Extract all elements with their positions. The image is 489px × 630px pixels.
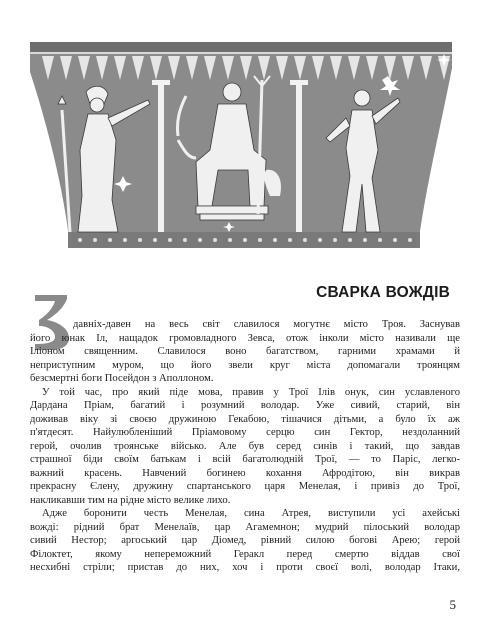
text-line: давніх-давен на весь світ славилося могутнє місто Троя. Заснував (73, 319, 460, 330)
text-line: доживав віку зі своєю дружиною Гекабою, тішачися дітьми, а було їх аж (30, 413, 460, 425)
text-line: Дардана Пріам, багатий і розумний володар. Уже сивий, старий, він (30, 400, 460, 411)
text-line: герой, очолив троянське військо. Але був серед синів і такий, що завдав (30, 440, 460, 452)
chapter-heading: СВАРКА ВОЖДІВ (316, 284, 450, 301)
meander-border-top (30, 42, 452, 52)
body-text (30, 318, 460, 575)
text-line: прекрасну Єлену, дружину спартанського царя Менелая, і привіз до Трої, (30, 481, 460, 492)
text-line: Адже боронити честь Менелая, сина Атрея, виступили усі ахейські (42, 508, 460, 519)
text-line: страшної біди своїм батькам і всій багатолюдній Трої, — то Паріс, легко- (30, 454, 460, 465)
text-line: неприступним муром, що його звели круг міста допомагали троянцям (30, 359, 460, 371)
vase-painting-illustration (0, 0, 489, 272)
text-line: безсмертні боги Посейдон з Аполлоном. (30, 373, 214, 384)
text-line: Іліоном священним. Славилося воно багатством, гарними храмами й (30, 346, 460, 357)
text-line: Філоктет, якому непереможний Геракл перед смертю віддав свої (30, 548, 460, 560)
page-number: 5 (449, 597, 456, 612)
text-line: вожді: рідний брат Менелаїв, цар Агамемнон; мудрий пілоський володар (30, 521, 460, 533)
text-line: накликавши тим на рідне місто велике лихо. (30, 494, 231, 506)
text-line: його юнак Іл, нащадок громовладного Зевса, отож інколи місто називали ще (30, 332, 460, 344)
text-line: сивий Нестор; аргоський цар Діомед, рівний силою богові Арею; герой (30, 535, 460, 546)
text-line: У той час, про який піде мова, правив у Трої Ілів онук, син уславленого (42, 386, 460, 398)
text-line: несхибні стріли; пристав до них, хоч і проти своєї волі, володар Ітаки, (30, 562, 460, 573)
text-line: важний красень. Навчений богинею кохання Афродітою, він викрав (30, 467, 460, 479)
text-line: п'ятдесят. Найулюбленіший Пріамовому серцю син Гектор, нездоланний (30, 427, 460, 438)
